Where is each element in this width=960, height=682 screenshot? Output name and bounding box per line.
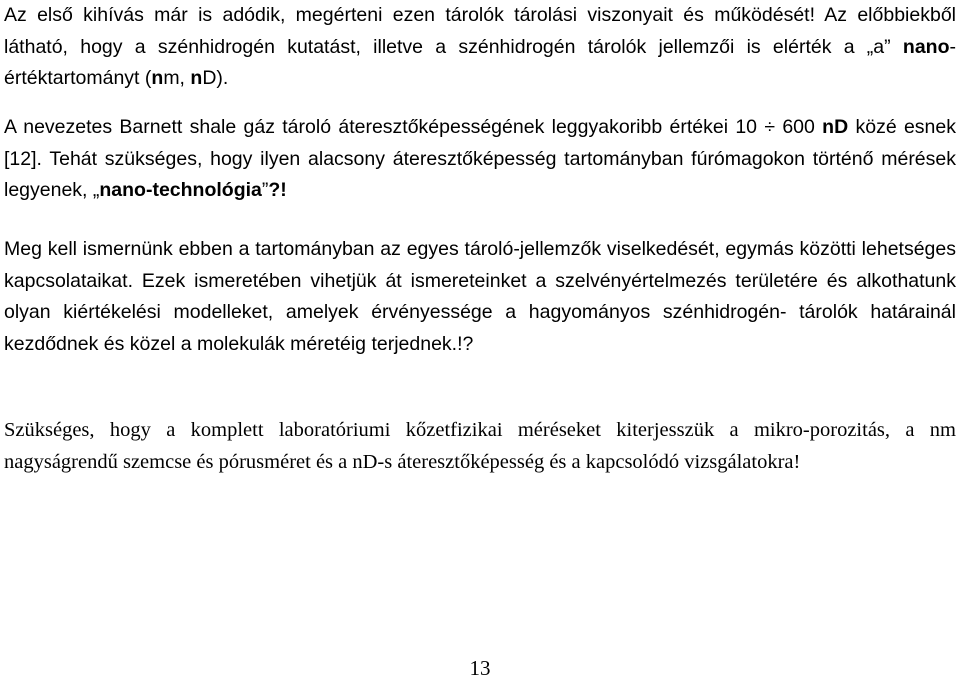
text-run: A nevezetes Barnett shale gáz tároló áteresztőképességének leggyakoribb értékei 10 ÷ 600 [4,116,823,138]
bold-text-run: n [151,67,164,89]
paragraph-2 [4,112,956,207]
text-run: D). [202,67,229,89]
text-run: Az első kihívás már is adódik, megérteni ezen tárolók tárolási viszonyait és működését! Az előbbiekből látható, hogy a szénhidrogén kutatást, illetve a szénhidrogén tárolók jellemzői is elérték a „a” [4,4,956,58]
text-run: Szükséges, hogy a komplett laboratóriumi kőzetfizikai méréseket kiterjesszük a mikro-porozitás, a nm nagyságrendű szemcse és pórusméret és a nD-s áteresztőképesség és a kapcsolódó vizsgálatokra! [4,419,956,473]
paragraph-4 [4,415,956,478]
bold-text-run: nano-technológia [99,179,262,201]
bold-text-run: n [190,67,203,89]
text-run: m, [163,67,191,89]
bold-text-run: nD [822,116,849,138]
paragraph-3 [4,234,956,360]
text-run: ” [261,179,269,201]
page-number: 13 [469,656,491,680]
text-run: Meg kell ismernünk ebben a tartományban az egyes tároló-jellemzők viselkedését, egymás közötti lehetséges kapcsolataikat. Ezek ismeretében vihetjük át ismereteinket a szelvényértelmezés területére és alkothatunk olyan kiértékelési modelleket, amelyek érvényessége a hagyományos szénhidrogén- tárolók határainál kezdődnek és közel a molekulák méretéig terjednek.!? [4,238,956,355]
bold-text-run: nano [902,35,950,58]
bold-text-run: ?! [268,179,287,201]
text-run: -értéktartományt ( [4,35,956,89]
paragraph-1 [4,0,956,95]
text-run: közé esnek [12]. Tehát szükséges, hogy ilyen alacsony áteresztőképesség tartományban fúrómagokon történő mérések legyenek, „ [4,116,957,201]
